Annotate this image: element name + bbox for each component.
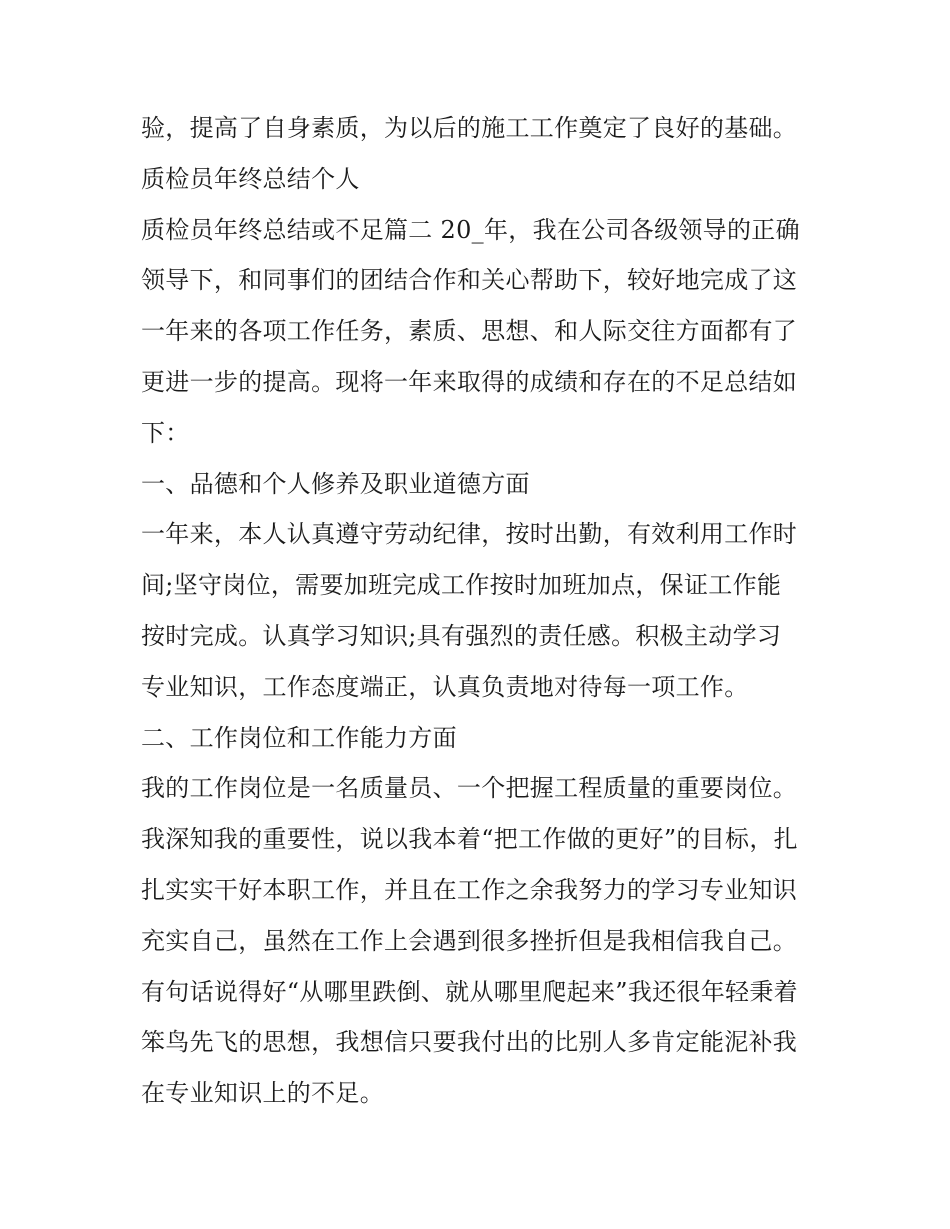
- text-line-heading: 质检员年终总结个人: [141, 164, 360, 193]
- text-line: 间;坚守岗位，需要加班完成工作按时加班加点，保证工作能: [141, 571, 782, 600]
- text-line: 一年来的各项工作任务，素质、思想、和人际交往方面都有了: [141, 317, 798, 346]
- text-line: 按时完成。认真学习知识;具有强烈的责任感。积极主动学习: [141, 621, 782, 650]
- text-line: 下：: [141, 418, 190, 447]
- text-line: 一年来，本人认真遵守劳动纪律，按时出勤，有效利用工作时: [141, 520, 798, 549]
- document-body: [141, 103, 821, 1119]
- text-line: 我深知我的重要性，说以我本着“把工作做的更好”的目标，扎: [141, 825, 798, 854]
- text-line: 在专业知识上的不足。: [141, 1079, 384, 1108]
- text-line: 有句话说得好“从哪里跌倒、就从哪里爬起来”我还很年轻秉着: [141, 977, 798, 1006]
- text-line: 领导下，和同事们的团结合作和关心帮助下，较好地完成了这: [141, 266, 798, 295]
- text-line: 扎实实干好本职工作，并且在工作之余我努力的学习专业知识: [141, 875, 798, 904]
- text-line: 我的工作岗位是一名质量员、一个把握工程质量的重要岗位。: [141, 774, 798, 803]
- text-line: 更进一步的提高。现将一年来取得的成绩和存在的不足总结如: [141, 367, 798, 396]
- text-line: 充实自己，虽然在工作上会遇到很多挫折但是我相信我自己。: [141, 926, 798, 955]
- text-line: 笨鸟先飞的思想，我想信只要我付出的比别人多肯定能泥补我: [141, 1028, 798, 1057]
- section-heading-1: 一、品德和个人修养及职业道德方面: [141, 469, 530, 498]
- text-line: 专业知识，工作态度端正，认真负责地对待每一项工作。: [141, 672, 749, 701]
- text-line: 验，提高了自身素质，为以后的施工工作奠定了良好的基础。: [141, 114, 798, 142]
- section-heading-2: 二、工作岗位和工作能力方面: [141, 723, 457, 752]
- text-line: 质检员年终总结或不足篇二 20_年，我在公司各级领导的正确: [141, 215, 800, 244]
